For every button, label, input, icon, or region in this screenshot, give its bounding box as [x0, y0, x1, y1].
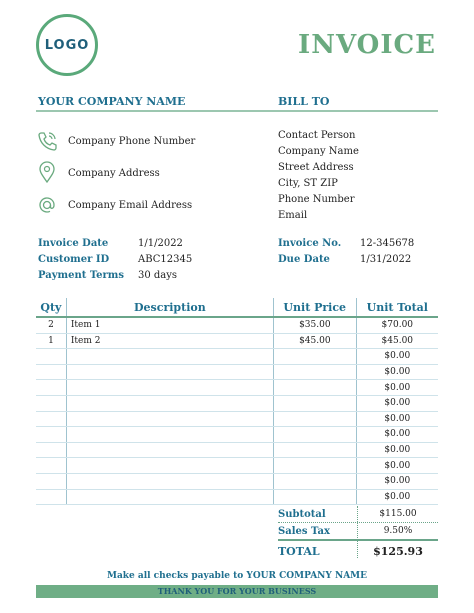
- unit-price-cell: [273, 458, 356, 474]
- phone-icon: [36, 130, 58, 152]
- invoice-title: INVOICE: [298, 30, 436, 60]
- due-date-value: 1/31/2022: [360, 254, 412, 265]
- qty-cell: [36, 364, 66, 380]
- unit-price-cell: [273, 489, 356, 505]
- qty-cell: [36, 411, 66, 427]
- customer-id-label: Customer ID: [38, 254, 110, 265]
- unit-price-cell: [273, 427, 356, 443]
- unit-price-cell: [273, 442, 356, 458]
- location-pin-icon: [36, 161, 58, 183]
- company-phone: Company Phone Number: [68, 136, 196, 147]
- bill-to-city: City, ST ZIP: [278, 178, 338, 189]
- unit-total-cell: $0.00: [356, 473, 438, 489]
- due-date-label: Due Date: [278, 254, 330, 265]
- description-cell: [66, 489, 273, 505]
- qty-header: Qty: [36, 298, 66, 317]
- description-cell: Item 2: [66, 333, 273, 349]
- totals-divider: [357, 506, 359, 558]
- unit-total-cell: $0.00: [356, 395, 438, 411]
- table-row: [36, 458, 438, 474]
- description-cell: [66, 411, 273, 427]
- unit-total-cell: $0.00: [356, 427, 438, 443]
- unit-price-cell: [273, 473, 356, 489]
- bill-to-contact: Contact Person: [278, 130, 356, 141]
- bill-to-phone: Phone Number: [278, 194, 355, 205]
- header-rule: [36, 110, 438, 112]
- company-address: Company Address: [68, 168, 160, 179]
- bill-to-street: Street Address: [278, 162, 354, 173]
- description-cell: [66, 395, 273, 411]
- table-row: [36, 364, 438, 380]
- table-row: [36, 317, 438, 333]
- table-row: [36, 427, 438, 443]
- invoice-date-value: 1/1/2022: [138, 238, 183, 249]
- qty-cell: [36, 473, 66, 489]
- unit-total-cell: $70.00: [356, 317, 438, 333]
- qty-cell: [36, 458, 66, 474]
- at-sign-icon: [36, 194, 58, 216]
- thank-you-bar: THANK YOU FOR YOUR BUSINESS: [36, 585, 438, 598]
- unit-price-cell: [273, 349, 356, 365]
- bill-to-company: Company Name: [278, 146, 359, 157]
- table-row: [36, 442, 438, 458]
- sales-tax-label: Sales Tax: [278, 525, 330, 537]
- qty-cell: 1: [36, 333, 66, 349]
- table-row: [36, 411, 438, 427]
- table-header-row: [36, 298, 438, 317]
- unit-price-cell: [273, 411, 356, 427]
- customer-id-value: ABC12345: [138, 254, 193, 265]
- qty-cell: [36, 427, 66, 443]
- qty-cell: [36, 380, 66, 396]
- total-label: TOTAL: [278, 544, 320, 558]
- invoice-no-value: 12-345678: [360, 238, 415, 249]
- description-cell: [66, 380, 273, 396]
- description-cell: [66, 442, 273, 458]
- table-row: [36, 333, 438, 349]
- company-name-heading: YOUR COMPANY NAME: [38, 95, 186, 108]
- table-row: [36, 349, 438, 365]
- table-row: [36, 489, 438, 505]
- unit-price-cell: $45.00: [273, 333, 356, 349]
- company-logo: [36, 14, 98, 76]
- unit-total-cell: $0.00: [356, 442, 438, 458]
- unit-total-cell: $45.00: [356, 333, 438, 349]
- subtotal-label: Subtotal: [278, 508, 326, 520]
- total-value: $125.93: [373, 544, 423, 558]
- unit-price-cell: [273, 395, 356, 411]
- table-row: [36, 395, 438, 411]
- description-cell: [66, 349, 273, 365]
- unit-total-cell: $0.00: [356, 489, 438, 505]
- payment-terms-label: Payment Terms: [38, 270, 124, 281]
- items-table: [36, 298, 438, 505]
- bill-to-block: [278, 128, 359, 224]
- description-cell: Item 1: [66, 317, 273, 333]
- payment-terms-value: 30 days: [138, 270, 178, 281]
- invoice-no-label: Invoice No.: [278, 238, 342, 249]
- description-cell: [66, 458, 273, 474]
- sales-tax-value: 9.50%: [383, 526, 413, 536]
- qty-cell: [36, 349, 66, 365]
- logo-text: LOGO: [44, 37, 90, 53]
- bill-to-email: Email: [278, 210, 308, 221]
- description-cell: [66, 473, 273, 489]
- unit-price-header: Unit Price: [273, 298, 356, 317]
- unit-price-cell: $35.00: [273, 317, 356, 333]
- qty-cell: 2: [36, 317, 66, 333]
- company-email: Company Email Address: [68, 200, 193, 211]
- unit-price-cell: [273, 364, 356, 380]
- qty-cell: [36, 489, 66, 505]
- description-cell: [66, 427, 273, 443]
- unit-total-cell: $0.00: [356, 380, 438, 396]
- bill-to-heading: BILL TO: [278, 95, 330, 108]
- unit-total-cell: $0.00: [356, 411, 438, 427]
- unit-total-cell: $0.00: [356, 458, 438, 474]
- unit-price-cell: [273, 380, 356, 396]
- unit-total-cell: $0.00: [356, 364, 438, 380]
- subtotal-value: $115.00: [379, 509, 417, 519]
- description-header: Description: [66, 298, 273, 317]
- unit-total-cell: $0.00: [356, 349, 438, 365]
- table-row: [36, 380, 438, 396]
- payable-note: Make all checks payable to YOUR COMPANY NAME: [106, 571, 367, 581]
- qty-cell: [36, 395, 66, 411]
- qty-cell: [36, 442, 66, 458]
- invoice-date-label: Invoice Date: [38, 238, 109, 249]
- unit-total-header: Unit Total: [356, 298, 438, 317]
- table-row: [36, 473, 438, 489]
- description-cell: [66, 364, 273, 380]
